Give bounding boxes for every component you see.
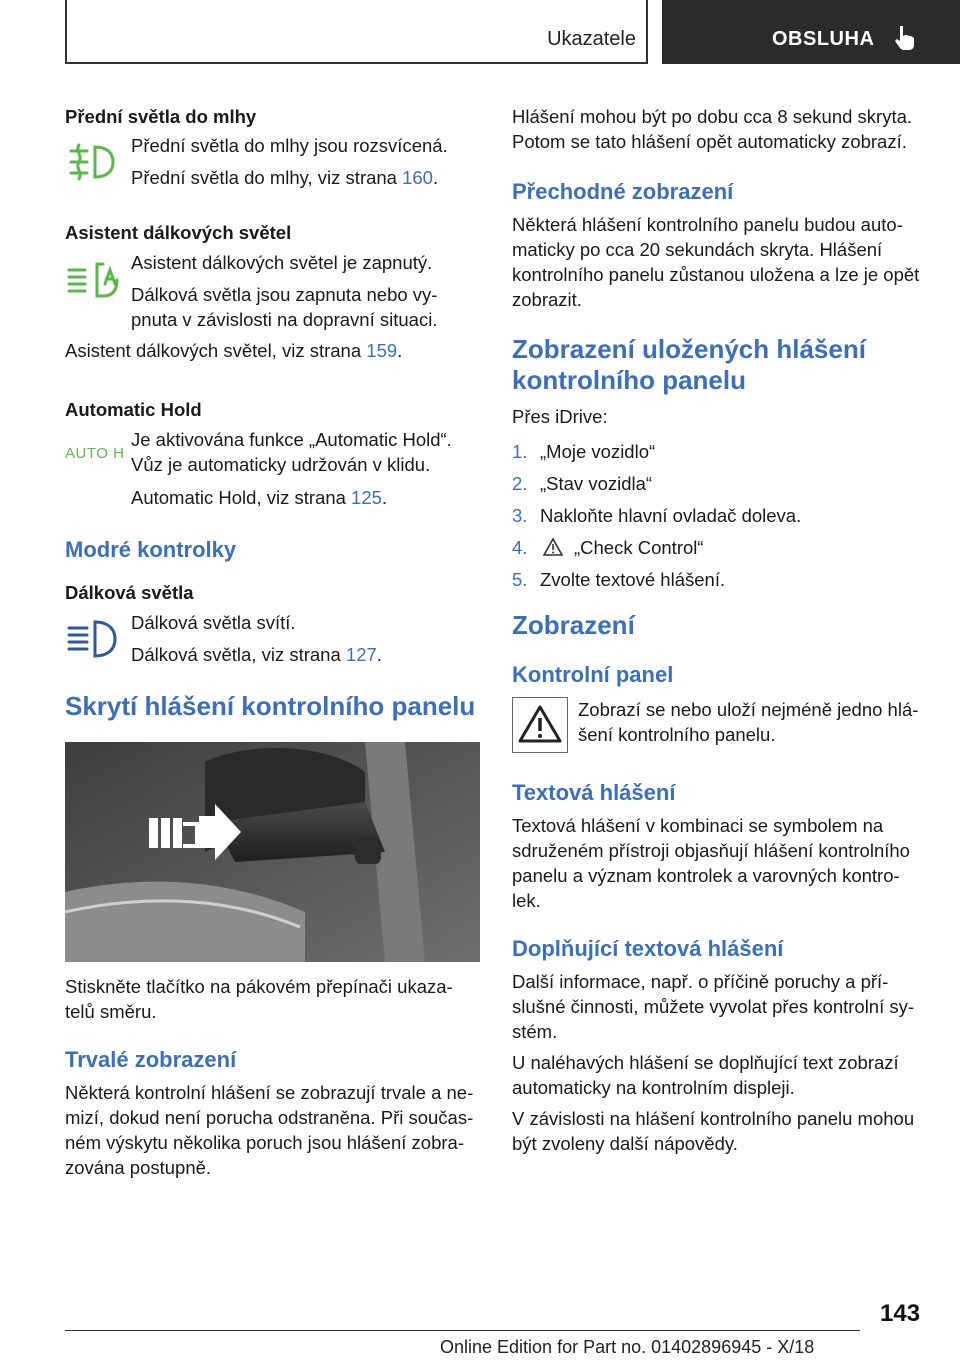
high-beam-line1: Dálková světla svítí. [131, 612, 296, 633]
list-item: 3. Nakloňte hlavní ovladač doleva. [512, 505, 802, 526]
high-beam-icon [65, 610, 131, 667]
hide-messages-text: Stiskněte tlačítko na pákovém přepínači ukaza-telů směru. [65, 976, 453, 1022]
display-heading: Zobrazení [512, 610, 635, 640]
text-messages-heading: Textová hlášení [512, 780, 676, 805]
idrive-steps-list [512, 439, 927, 592]
blue-indicators-heading: Modré kontrolky [65, 537, 237, 562]
permanent-display-heading: Trvalé zobrazení [65, 1047, 237, 1072]
stored-messages-heading: Zobrazení uložených hlášení kontrolního panelu [512, 334, 866, 395]
transitional-display-text: Některá hlášení kontrolního panelu budou auto-maticky po cca 20 sekundách skryta. Hlášení kontrolního panelu zůstanou uložena a lze je opět zobrazit. [512, 214, 920, 310]
list-item: 2. „Stav vozidla“ [512, 473, 653, 494]
footer-divider [65, 1330, 860, 1331]
fog-indicator-block [65, 133, 480, 190]
front-fog-light-icon [65, 133, 131, 190]
check-control-text: Zobrazí se nebo uloží nejméně jedno hlá-šení kontrolního panelu. [578, 699, 919, 745]
supplementary-text-2: U naléhavých hlášení se doplňující text zobrazí automaticky na kontrolním displeji. [512, 1052, 899, 1098]
hba-line1: Asistent dálkových světel je zapnutý. [131, 252, 433, 273]
hidden-duration-text: Hlášení mohou být po dobu cca 8 sekund skryta. Potom se tato hlášení opět automaticky zobrazí. [512, 106, 913, 152]
auto-hold-line2: Automatic Hold, viz strana 125. [131, 487, 388, 508]
permanent-display-text: Některá kontrolní hlášení se zobrazují trvale a ne-mizí, dokud není porucha odstraněna. Při součas-ném výskytu několika poruch jsou hlášení zobra-zována postupně. [65, 1082, 474, 1178]
high-beam-heading: Dálková světla [65, 582, 194, 603]
hba-indicator-block [65, 250, 480, 332]
hand-pointer-icon [894, 24, 916, 50]
header-chapter-title: OBSLUHA [772, 28, 875, 50]
auto-hold-line1: Je aktivována funkce „Automatic Hold“. Vůz je automaticky udržován v klidu. [131, 429, 452, 475]
auto-hold-icon: AUTO H [65, 445, 125, 462]
transitional-display-heading: Přechodné zobrazení [512, 179, 734, 204]
fog-line2: Přední světla do mlhy, viz strana 160. [131, 167, 439, 188]
supplementary-text-3: V závislosti na hlášení kontrolního panelu mohou být zvoleny další nápovědy. [512, 1108, 915, 1154]
header-section-title: Ukazatele [547, 28, 636, 50]
hide-messages-heading: Skrytí hlášení kontrolního panelu [65, 691, 476, 721]
auto-hold-heading: Automatic Hold [65, 399, 202, 420]
check-control-heading: Kontrolní panel [512, 662, 674, 687]
supplementary-messages-heading: Doplňující textová hlášení [512, 936, 784, 961]
list-item: 1. „Moje vozidlo“ [512, 441, 656, 462]
turn-signal-lever-photo [65, 742, 480, 962]
hba-line3: Asistent dálkových světel, viz strana 159. [65, 340, 403, 361]
hba-page-link[interactable]: 159 [366, 340, 398, 361]
list-item: 5. Zvolte textové hlášení. [512, 569, 726, 590]
fog-page-link[interactable]: 160 [402, 167, 433, 188]
fog-line1: Přední světla do mlhy jsou rozsvícená. [131, 135, 448, 156]
check-control-warning-icon [512, 697, 578, 753]
list-item: 4. „Check Control“ [512, 537, 704, 558]
via-idrive-text: Přes iDrive: [512, 406, 608, 427]
check-control-block [512, 697, 927, 753]
high-beam-indicator-block [65, 610, 480, 667]
hba-line2: Dálková světla jsou zapnuta nebo vy-pnuta v závislosti na dopravní situaci. [131, 284, 438, 330]
high-beam-line2: Dálková světla, viz strana 127. [131, 644, 382, 665]
right-column [512, 100, 927, 1156]
text-messages-text: Textová hlášení v kombinaci se symbolem na sdruženém přístroji objasňují hlášení kontrolního panelu a význam kontrolek a varovných kontro-lek. [512, 815, 910, 911]
left-column [65, 100, 480, 1180]
header-chapter-tab [662, 0, 960, 64]
high-beam-assistant-icon [65, 250, 131, 332]
warning-triangle-icon [542, 537, 564, 557]
edition-text: Online Edition for Part no. 01402896945 - X/18 [440, 1337, 815, 1357]
fog-heading: Přední světla do mlhy [65, 106, 257, 127]
auto-hold-page-link[interactable]: 125 [351, 487, 382, 508]
supplementary-text-1: Další informace, např. o příčině poruchy a pří-slušné činnosti, můžete vyvolat přes kontrolní sy-stém. [512, 971, 915, 1042]
hba-heading: Asistent dálkových světel [65, 222, 292, 243]
high-beam-page-link[interactable]: 127 [345, 644, 377, 665]
page-number: 143 [880, 1300, 921, 1327]
auto-hold-indicator-block [65, 427, 480, 510]
